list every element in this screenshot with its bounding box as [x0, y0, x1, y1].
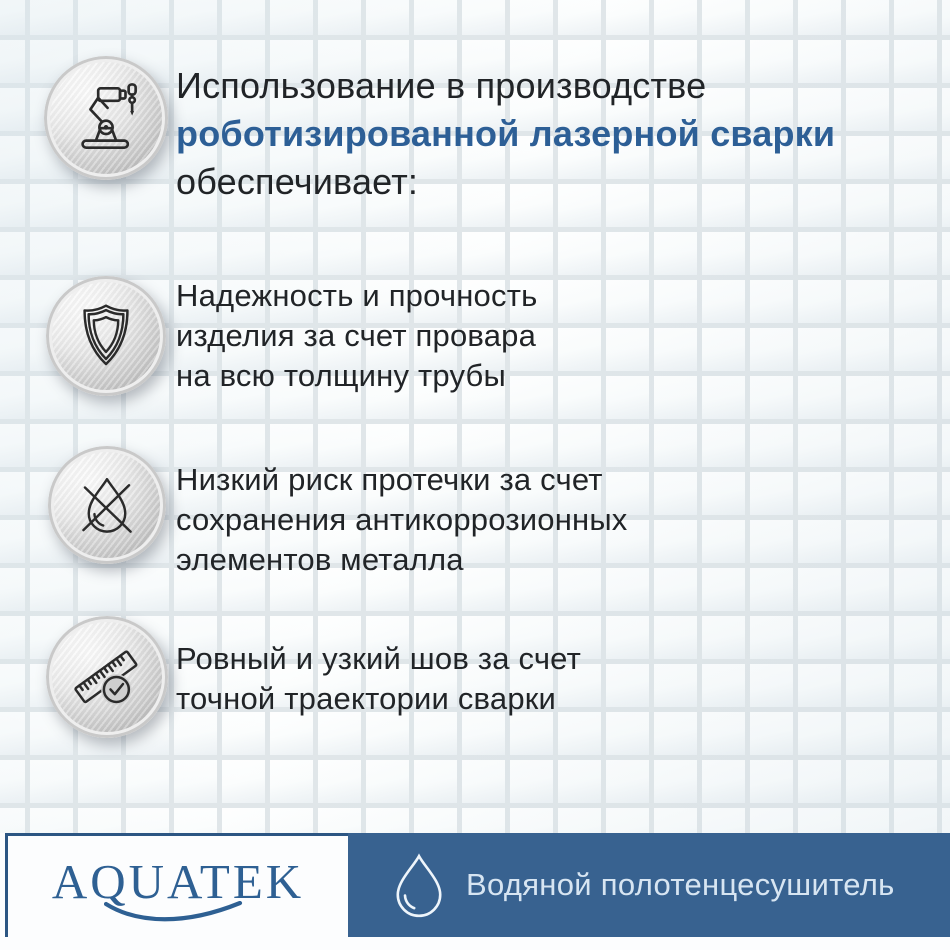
- benefit-3-line-2: точной траектории сварки: [176, 681, 557, 716]
- product-label-strip: [348, 833, 950, 937]
- water-drop-icon: [392, 851, 446, 919]
- robot-welder-icon: [44, 56, 168, 180]
- no-leak-drop-icon: [48, 446, 166, 564]
- benefit-2-line-1: Низкий риск протечки за счет: [176, 462, 603, 497]
- headline-line-1: Использование в производстве: [176, 65, 707, 106]
- logo-swash-icon: [104, 901, 244, 927]
- ruler-check-icon: [46, 616, 168, 738]
- footer-banner: [0, 833, 950, 950]
- shield-icon: [46, 276, 166, 396]
- headline-line-2-accent: роботизированной лазерной сварки: [176, 113, 836, 154]
- benefit-1-line-1: Надежность и прочность: [176, 278, 538, 313]
- headline-line-3: обеспечивает:: [176, 161, 419, 202]
- benefit-3-line-1: Ровный и узкий шов за счет: [176, 641, 581, 676]
- brand-logo-area: [8, 836, 348, 937]
- headline: [176, 62, 835, 206]
- benefit-2-text: [176, 460, 628, 580]
- benefit-1-text: [176, 276, 537, 396]
- benefit-1-line-3: на всю толщину трубы: [176, 358, 506, 393]
- benefit-3-text: [176, 639, 581, 719]
- product-label: Водяной полотенцесушитель: [466, 867, 895, 902]
- brand-logo: [51, 854, 305, 916]
- benefit-2-line-3: элементов металла: [176, 542, 464, 577]
- benefit-1-line-2: изделия за счет провара: [176, 318, 537, 353]
- benefit-2-line-2: сохранения антикоррозионных: [176, 502, 628, 537]
- brand-logo-text: AQUATEK: [51, 854, 305, 909]
